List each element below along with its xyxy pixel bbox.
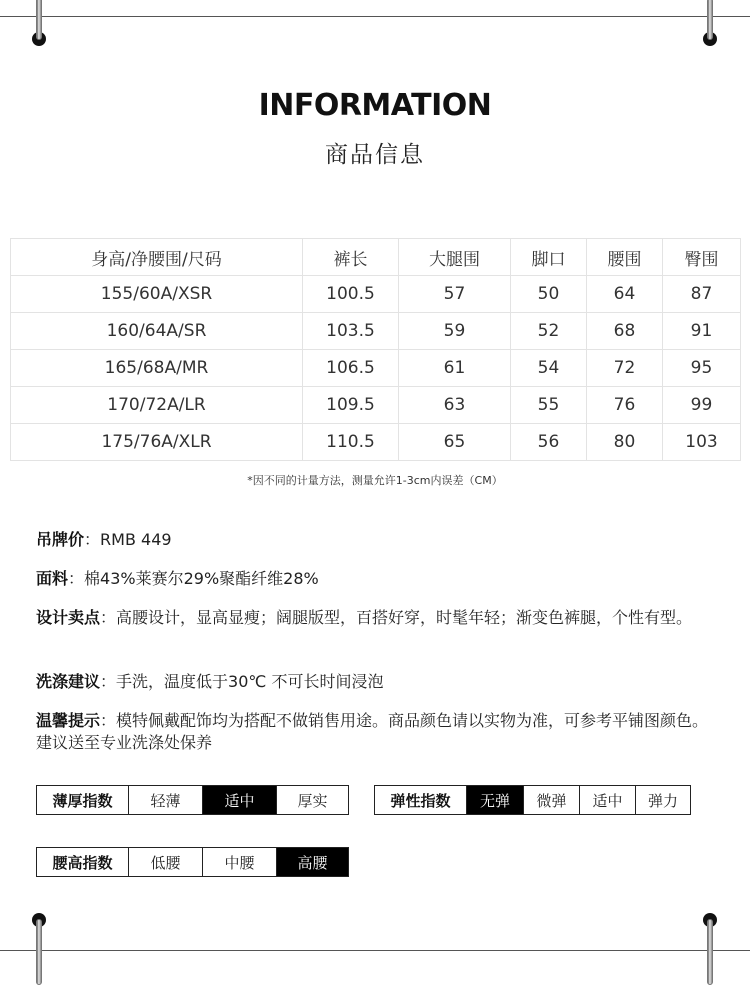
detail-tips: 温馨提示：模特佩戴配饰均为搭配不做销售用途。商品颜色请以实物为准，可参考平铺图颜色。建议送至专业洗涤处保养 <box>36 711 709 752</box>
table-cell: 55 <box>511 387 587 424</box>
table-cell: 80 <box>587 424 663 461</box>
size-table <box>10 238 741 461</box>
scale-option: 低腰 <box>128 848 202 876</box>
scale-option-selected: 高腰 <box>276 848 348 876</box>
scale-option-selected: 适中 <box>202 786 276 814</box>
table-cell: 103.5 <box>303 313 399 350</box>
scale-label: 腰高指数 <box>52 853 113 872</box>
table-cell: 106.5 <box>303 350 399 387</box>
scale-option-selected: 无弹 <box>466 786 523 814</box>
table-cell: 100.5 <box>303 276 399 313</box>
scale-option: 微弹 <box>523 786 579 814</box>
detail-value: 棉43%莱赛尔29%聚酯纤维28% <box>84 569 319 588</box>
table-row <box>11 387 741 424</box>
table-cell: 50 <box>511 276 587 313</box>
table-cell: 68 <box>587 313 663 350</box>
page-subtitle: 商品信息 <box>325 142 425 168</box>
table-cell: 109.5 <box>303 387 399 424</box>
page-title: INFORMATION <box>258 88 492 123</box>
bottom-rule <box>0 950 750 951</box>
scale-option: 弹力 <box>635 786 690 814</box>
table-cell: 72 <box>587 350 663 387</box>
scale-label: 薄厚指数 <box>52 791 113 810</box>
table-row <box>11 313 741 350</box>
table-cell: 110.5 <box>303 424 399 461</box>
table-cell: 99 <box>663 387 741 424</box>
elasticity-scale <box>374 785 691 815</box>
table-cell: 52 <box>511 313 587 350</box>
thickness-scale <box>36 785 349 815</box>
detail-key: 面料 <box>36 569 69 588</box>
column-header: 臀围 <box>663 239 741 276</box>
table-cell: 160/64A/SR <box>11 313 303 350</box>
scale-option: 轻薄 <box>128 786 202 814</box>
table-cell: 76 <box>587 387 663 424</box>
column-header: 大腿围 <box>399 239 511 276</box>
table-cell: 95 <box>663 350 741 387</box>
scale-label: 弹性指数 <box>390 791 451 810</box>
detail-key: 温馨提示 <box>36 711 101 730</box>
detail-fabric: 面料：棉43%莱赛尔29%聚酯纤维28% <box>36 569 319 588</box>
binder-ring-icon <box>32 913 46 965</box>
table-header-row <box>11 239 741 276</box>
column-header: 腰围 <box>587 239 663 276</box>
binder-ring-icon <box>703 913 717 965</box>
detail-design: 设计卖点：高腰设计，显高显瘦；阔腿版型，百搭好穿，时髦年轻；渐变色裤腿，个性有型。 <box>36 608 693 627</box>
table-cell: 103 <box>663 424 741 461</box>
table-cell: 155/60A/XSR <box>11 276 303 313</box>
detail-key: 吊牌价 <box>36 530 85 549</box>
table-cell: 87 <box>663 276 741 313</box>
scale-option: 中腰 <box>202 848 276 876</box>
table-cell: 57 <box>399 276 511 313</box>
detail-value: 手洗，温度低于30℃ 不可长时间浸泡 <box>116 672 384 691</box>
column-header: 身高/净腰围/尺码 <box>11 239 303 276</box>
table-row <box>11 276 741 313</box>
table-cell: 63 <box>399 387 511 424</box>
detail-value: RMB 449 <box>100 530 172 549</box>
table-cell: 165/68A/MR <box>11 350 303 387</box>
table-row <box>11 350 741 387</box>
scale-option: 适中 <box>579 786 635 814</box>
detail-price: 吊牌价：RMB 449 <box>36 530 172 549</box>
table-cell: 65 <box>399 424 511 461</box>
rise-scale <box>36 847 349 877</box>
detail-key: 设计卖点 <box>36 608 101 627</box>
table-cell: 170/72A/LR <box>11 387 303 424</box>
scale-option: 厚实 <box>276 786 348 814</box>
binder-ring-icon <box>703 0 717 50</box>
column-header: 脚口 <box>511 239 587 276</box>
binder-ring-icon <box>32 0 46 50</box>
measurement-note: *因不同的计量方法，测量允许1-3cm内误差（CM） <box>247 474 503 487</box>
top-rule <box>0 16 750 17</box>
table-cell: 175/76A/XLR <box>11 424 303 461</box>
table-cell: 61 <box>399 350 511 387</box>
table-row <box>11 424 741 461</box>
detail-value: 模特佩戴配饰均为搭配不做销售用途。商品颜色请以实物为准，可参考平铺图颜色。建议送至专业洗涤处保养 <box>36 711 709 752</box>
table-cell: 59 <box>399 313 511 350</box>
detail-washing: 洗涤建议：手洗，温度低于30℃ 不可长时间浸泡 <box>36 672 384 691</box>
detail-value: 高腰设计，显高显瘦；阔腿版型，百搭好穿，时髦年轻；渐变色裤腿，个性有型。 <box>116 608 693 627</box>
detail-key: 洗涤建议 <box>36 672 101 691</box>
table-cell: 54 <box>511 350 587 387</box>
table-cell: 56 <box>511 424 587 461</box>
table-cell: 91 <box>663 313 741 350</box>
column-header: 裤长 <box>303 239 399 276</box>
table-cell: 64 <box>587 276 663 313</box>
